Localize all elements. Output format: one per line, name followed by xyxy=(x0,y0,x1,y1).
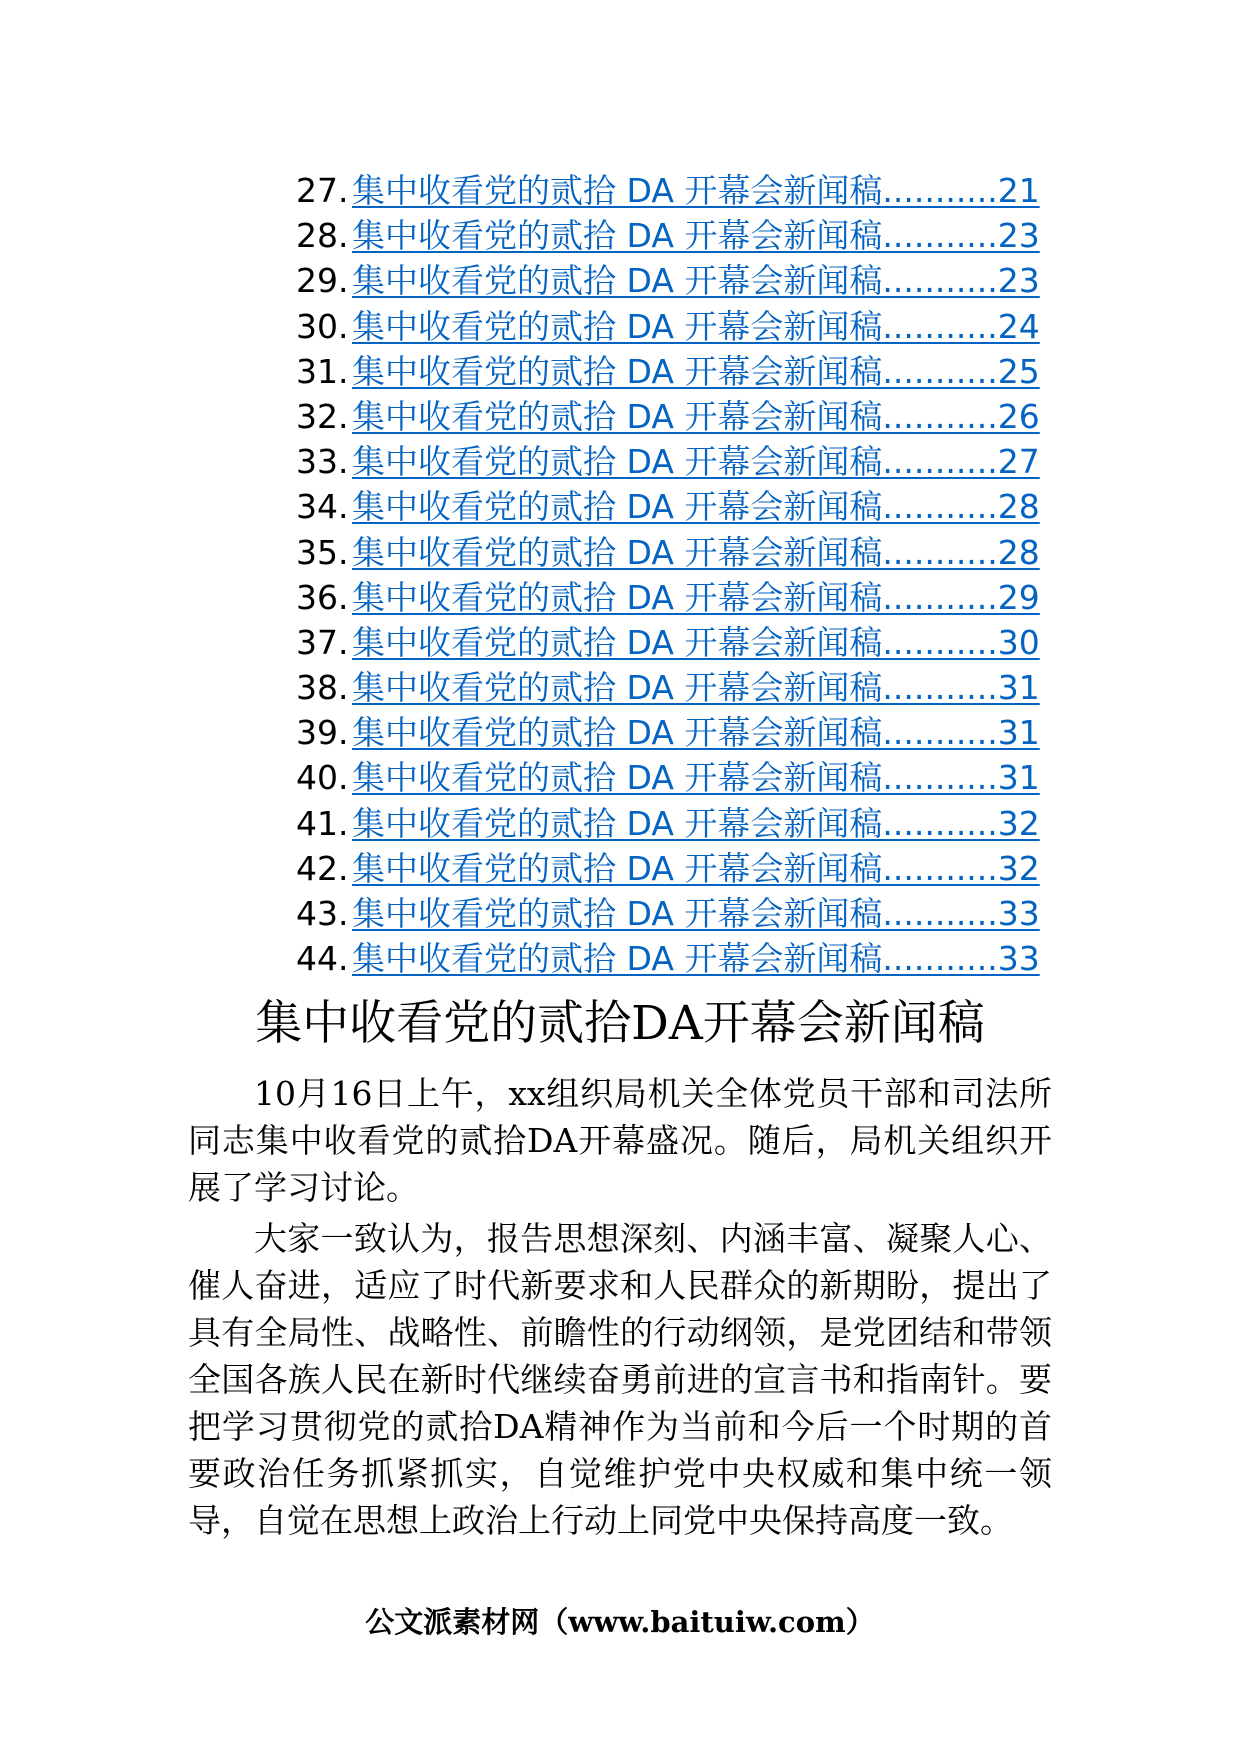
toc-entry-link[interactable]: 集中收看党的贰拾 DA 开幕会新闻稿...........29 xyxy=(352,577,1040,617)
toc-entry-number: 33. xyxy=(296,442,349,482)
toc-entry xyxy=(296,304,1056,349)
toc-entry xyxy=(296,710,1056,755)
toc-entry-number: 39. xyxy=(296,713,349,753)
toc-entry xyxy=(296,801,1056,846)
toc-entry-number: 43. xyxy=(296,894,349,933)
toc-entry-link[interactable]: 集中收看党的贰拾 DA 开幕会新闻稿...........26 xyxy=(352,396,1040,436)
article-paragraph: 10月16日上午，xx组织局机关全体党员干部和司法所同志集中收看党的贰拾DA开幕盛况。随后，局机关组织开展了学习讨论。 xyxy=(188,1074,1052,1207)
toc-entry xyxy=(296,620,1056,665)
toc-entry xyxy=(296,846,1056,891)
toc-entry-number: 42. xyxy=(296,848,349,888)
table-of-contents xyxy=(296,168,1056,981)
toc-entry-link[interactable]: 集中收看党的贰拾 DA 开幕会新闻稿...........23 xyxy=(352,261,1040,301)
toc-entry xyxy=(296,394,1056,439)
toc-entry-link[interactable]: 集中收看党的贰拾 DA 开幕会新闻稿...........33 xyxy=(352,894,1040,933)
toc-entry-number: 32. xyxy=(296,396,349,436)
toc-entry xyxy=(296,575,1056,620)
toc-entry xyxy=(296,484,1056,529)
site-footer: 公文派素材网（www.baituiw.com） xyxy=(365,1605,875,1639)
toc-entry-number: 29. xyxy=(296,261,349,301)
toc-entry-number: 36. xyxy=(296,577,349,617)
toc-entry-number: 30. xyxy=(296,306,349,346)
toc-entry-number: 35. xyxy=(296,532,349,572)
toc-entry-link[interactable]: 集中收看党的贰拾 DA 开幕会新闻稿...........32 xyxy=(352,803,1040,843)
article-body xyxy=(188,1070,1052,1544)
toc-entry-link[interactable]: 集中收看党的贰拾 DA 开幕会新闻稿...........28 xyxy=(352,487,1040,527)
toc-entry-link[interactable]: 集中收看党的贰拾 DA 开幕会新闻稿...........33 xyxy=(352,939,1040,979)
toc-entry xyxy=(296,168,1056,213)
toc-entry-number: 28. xyxy=(296,216,349,256)
toc-entry-number: 44. xyxy=(296,939,349,979)
toc-entry-link[interactable]: 集中收看党的贰拾 DA 开幕会新闻稿...........31 xyxy=(352,668,1040,708)
toc-entry xyxy=(296,439,1056,484)
toc-entry-link[interactable]: 集中收看党的贰拾 DA 开幕会新闻稿...........31 xyxy=(352,713,1040,753)
toc-entry-link[interactable]: 集中收看党的贰拾 DA 开幕会新闻稿...........32 xyxy=(352,848,1040,888)
toc-entry-link[interactable]: 集中收看党的贰拾 DA 开幕会新闻稿...........24 xyxy=(352,306,1040,346)
toc-entry xyxy=(296,349,1056,394)
toc-entry xyxy=(296,665,1056,710)
toc-entry xyxy=(296,755,1056,800)
toc-entry xyxy=(296,530,1056,575)
toc-entry-link[interactable]: 集中收看党的贰拾 DA 开幕会新闻稿...........25 xyxy=(352,351,1040,391)
article-paragraph: 大家一致认为，报告思想深刻、内涵丰富、凝聚人心、催人奋进，适应了时代新要求和人民群众的新期盼，提出了具有全局性、战略性、前瞻性的行动纲领，是党团结和带领全国各族人民在新时代继续奋勇前进的宣言书和指南针。要把学习贯彻党的贰拾DA精神作为当前和今后一个时期的首要政治任务抓紧抓实，自觉维护党中央权威和集中统一领导，自觉在思想上政治上行动上同党中央保持高度一致。 xyxy=(188,1219,1052,1540)
toc-entry-number: 31. xyxy=(296,351,349,391)
article-title: 集中收看党的贰拾DA开幕会新闻稿 xyxy=(255,996,985,1051)
toc-entry xyxy=(296,891,1056,936)
toc-entry xyxy=(296,213,1056,258)
toc-entry xyxy=(296,936,1056,981)
toc-entry-link[interactable]: 集中收看党的贰拾 DA 开幕会新闻稿...........23 xyxy=(352,216,1040,256)
toc-entry-number: 40. xyxy=(296,758,349,798)
toc-entry-number: 34. xyxy=(296,487,349,527)
toc-entry-link[interactable]: 集中收看党的贰拾 DA 开幕会新闻稿...........31 xyxy=(352,758,1040,798)
toc-entry-link[interactable]: 集中收看党的贰拾 DA 开幕会新闻稿...........21 xyxy=(352,171,1040,210)
toc-entry-link[interactable]: 集中收看党的贰拾 DA 开幕会新闻稿...........30 xyxy=(352,622,1040,662)
toc-entry-number: 27. xyxy=(296,171,349,210)
toc-entry xyxy=(296,258,1056,303)
toc-entry-link[interactable]: 集中收看党的贰拾 DA 开幕会新闻稿...........27 xyxy=(352,442,1040,482)
toc-entry-number: 41. xyxy=(296,803,349,843)
toc-entry-number: 38. xyxy=(296,668,349,708)
toc-entry-link[interactable]: 集中收看党的贰拾 DA 开幕会新闻稿...........28 xyxy=(352,532,1040,572)
toc-entry-number: 37. xyxy=(296,622,349,662)
